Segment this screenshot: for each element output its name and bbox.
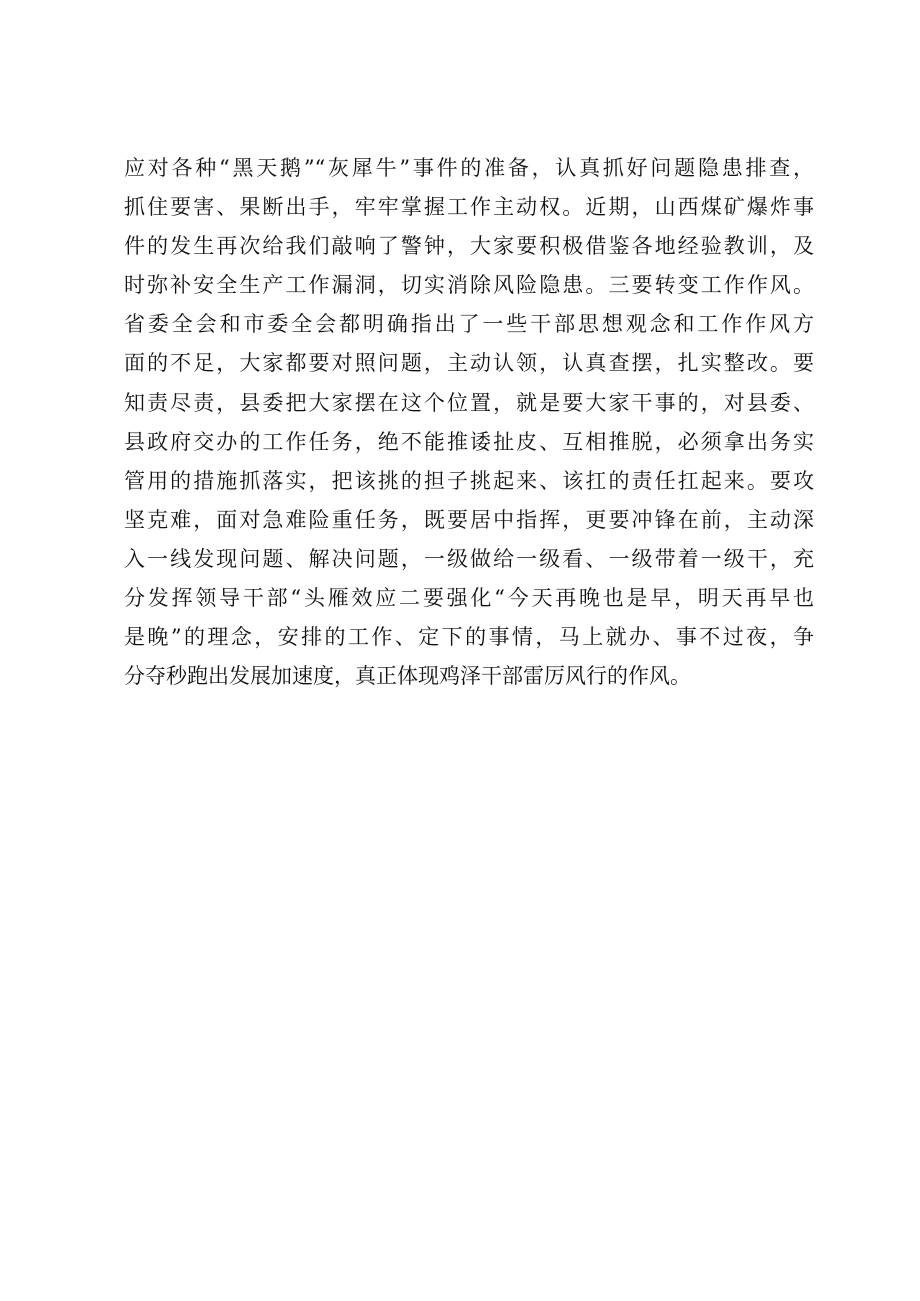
paragraph-line: 管用的措施抓落实，把该挑的担子挑起来、该扛的责任扛起来。要攻	[124, 468, 814, 493]
paragraph-line: 坚克难，面对急难险重任务，既要居中指挥，更要冲锋在前，主动深	[124, 507, 814, 532]
paragraph-line: 省委全会和市委全会都明确指出了一些干部思想观念和工作作风方	[124, 312, 814, 337]
paragraph-line: 面的不足，大家都要对照问题，主动认领，认真查摆，扎实整改。要	[124, 351, 814, 376]
paragraph-line: 应对各种“黑天鹅”“灰犀牛”事件的准备，认真抓好问题隐患排查，	[124, 156, 814, 180]
paragraph-line: 抓住要害、果断出手，牢牢掌握工作主动权。近期，山西煤矿爆炸事	[124, 195, 814, 220]
paragraph-line: 时弥补安全生产工作漏洞，切实消除风险隐患。三要转变工作作风。	[124, 273, 814, 298]
paragraph-line: 件的发生再次给我们敲响了警钟，大家要积极借鉴各地经验教训，及	[124, 234, 814, 259]
paragraph-line: 分发挥领导干部“头雁效应二要强化“今天再晚也是早，明天再早也	[124, 586, 814, 611]
body-paragraph	[124, 149, 814, 696]
paragraph-line: 县政府交办的工作任务，绝不能推诿扯皮、互相推脱，必须拿出务实	[124, 429, 814, 454]
paragraph-line: 是晚”的理念，安排的工作、定下的事情，马上就办、事不过夜，争	[124, 625, 814, 650]
paragraph-line: 入一线发现问题、解决问题，一级做给一级看、一级带着一级干，充	[124, 546, 814, 571]
paragraph-line: 分夺秒跑出发展加速度，真正体现鸡泽干部雷厉风行的作风。	[124, 664, 691, 689]
paragraph-line: 知责尽责，县委把大家摆在这个位置，就是要大家干事的，对县委、	[124, 390, 814, 415]
